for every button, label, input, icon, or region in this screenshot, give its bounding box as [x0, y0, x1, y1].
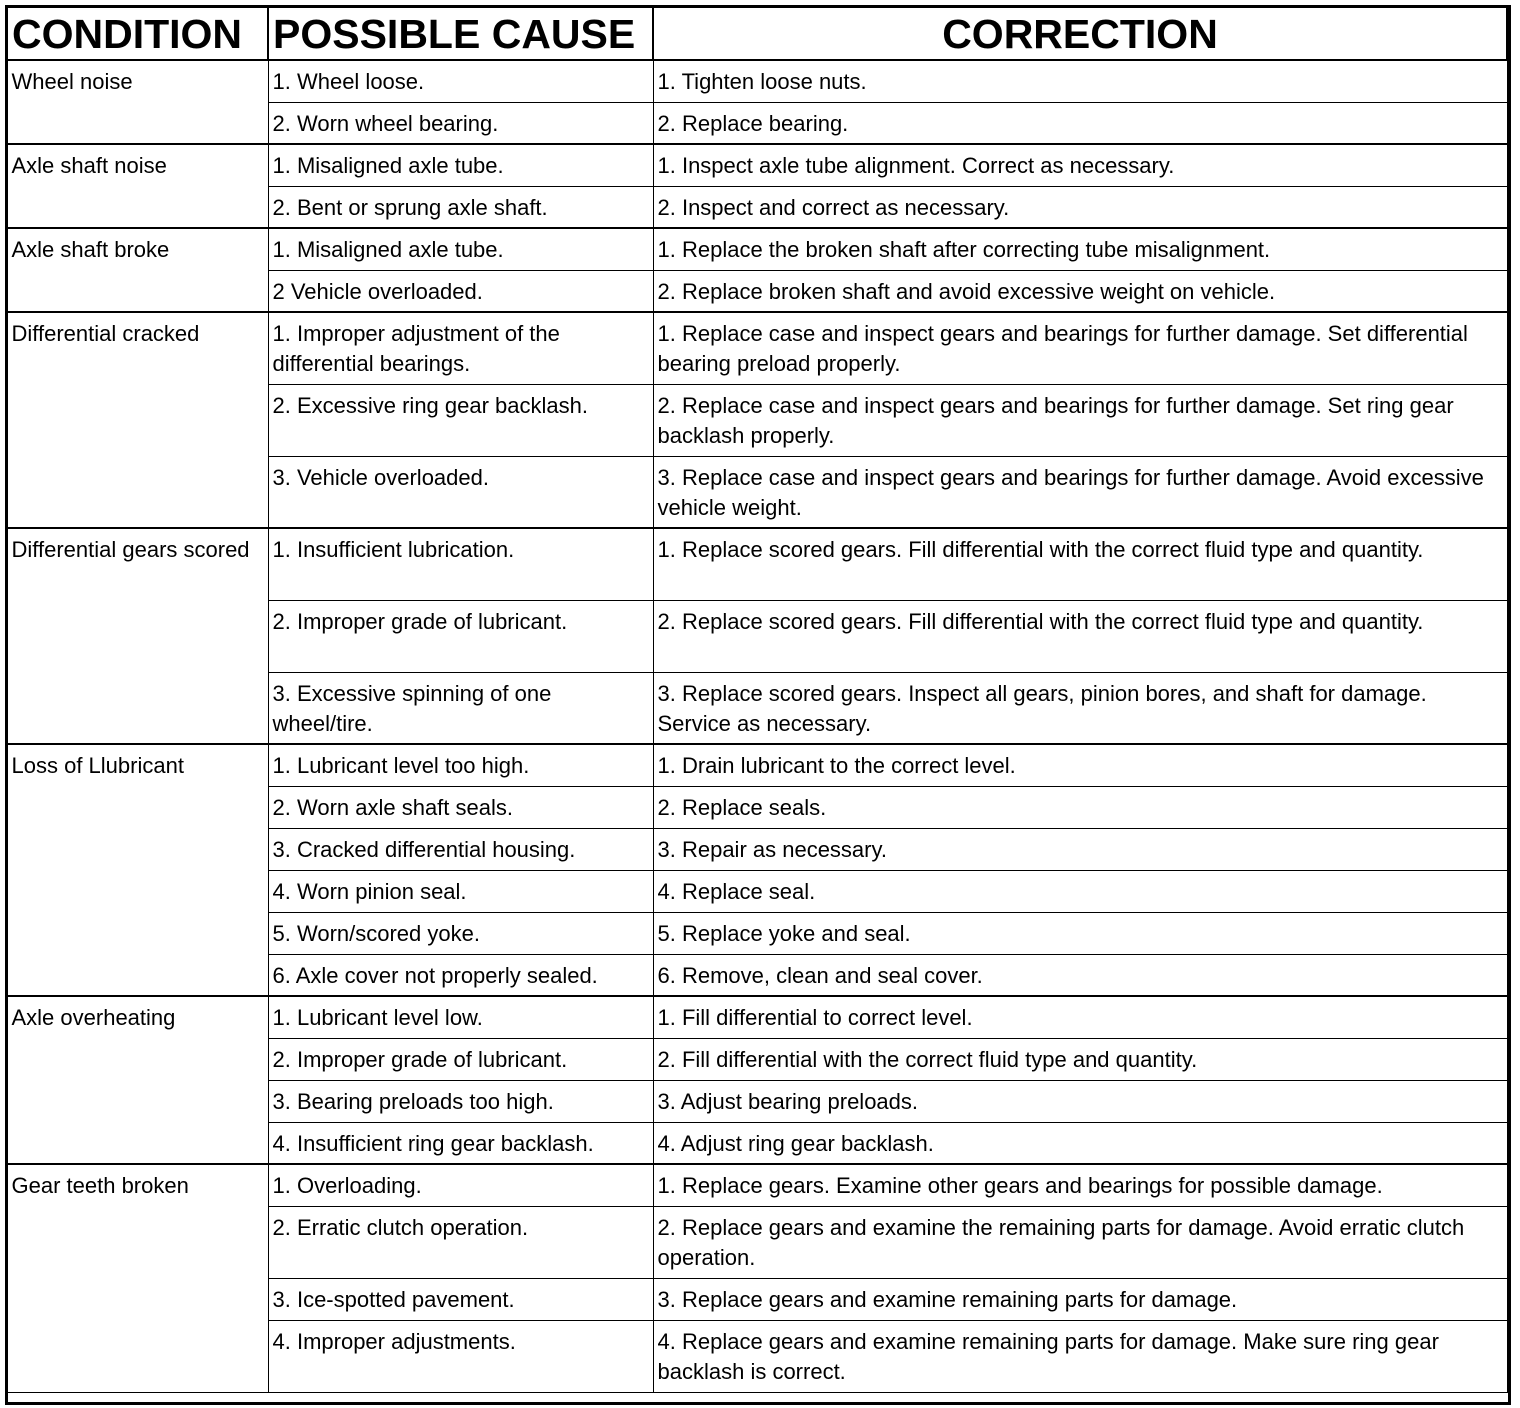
- header-condition: CONDITION: [7, 7, 268, 60]
- cause-cell: 2. Improper grade of lubricant.: [268, 600, 653, 672]
- table-row: [7, 312, 1507, 384]
- correction-cell: 1. Fill differential to correct level.: [653, 996, 1507, 1038]
- correction-cell: 3. Replace gears and examine remaining parts for damage.: [653, 1278, 1507, 1320]
- cause-cell: 4. Improper adjustments.: [268, 1320, 653, 1392]
- correction-cell: 4. Adjust ring gear backlash.: [653, 1122, 1507, 1164]
- table-row: [7, 528, 1507, 600]
- header-possible-cause: POSSIBLE CAUSE: [268, 7, 653, 60]
- correction-cell: 1. Replace the broken shaft after correcting tube misalignment.: [653, 228, 1507, 270]
- condition-cell: Wheel noise: [7, 60, 268, 144]
- table-row: [7, 1164, 1507, 1206]
- correction-cell: 2. Replace seals.: [653, 786, 1507, 828]
- cause-cell: 1. Insufficient lubrication.: [268, 528, 653, 600]
- cause-cell: 3. Bearing preloads too high.: [268, 1080, 653, 1122]
- cause-cell: 2. Bent or sprung axle shaft.: [268, 186, 653, 228]
- cause-cell: 4. Worn pinion seal.: [268, 870, 653, 912]
- correction-cell: 1. Tighten loose nuts.: [653, 60, 1507, 102]
- correction-cell: 2. Replace broken shaft and avoid excessive weight on vehicle.: [653, 270, 1507, 312]
- cause-cell: 1. Lubricant level too high.: [268, 744, 653, 786]
- correction-cell: 1. Replace gears. Examine other gears and bearings for possible damage.: [653, 1164, 1507, 1206]
- header-row: [7, 7, 1507, 60]
- cause-cell: 1. Misaligned axle tube.: [268, 228, 653, 270]
- cause-cell: 3. Ice-spotted pavement.: [268, 1278, 653, 1320]
- diagnosis-table: [6, 6, 1508, 1393]
- correction-cell: 4. Replace gears and examine remaining parts for damage. Make sure ring gear backlash is correct.: [653, 1320, 1507, 1392]
- header-correction: CORRECTION: [653, 7, 1507, 60]
- cause-cell: 4. Insufficient ring gear backlash.: [268, 1122, 653, 1164]
- table-row: [7, 996, 1507, 1038]
- condition-cell: Gear teeth broken: [7, 1164, 268, 1392]
- cause-cell: 2. Excessive ring gear backlash.: [268, 384, 653, 456]
- cause-cell: 1. Overloading.: [268, 1164, 653, 1206]
- cause-cell: 2. Worn wheel bearing.: [268, 102, 653, 144]
- correction-cell: 3. Replace scored gears. Inspect all gears, pinion bores, and shaft for damage. Service as necessary.: [653, 672, 1507, 744]
- cause-cell: 2. Improper grade of lubricant.: [268, 1038, 653, 1080]
- cause-cell: 1. Misaligned axle tube.: [268, 144, 653, 186]
- correction-cell: 3. Adjust bearing preloads.: [653, 1080, 1507, 1122]
- cause-cell: 5. Worn/scored yoke.: [268, 912, 653, 954]
- diagnosis-table-container: [6, 6, 1506, 1393]
- table-row: [7, 144, 1507, 186]
- correction-cell: 5. Replace yoke and seal.: [653, 912, 1507, 954]
- correction-cell: 1. Replace case and inspect gears and bearings for further damage. Set differential bearing preload properly.: [653, 312, 1507, 384]
- condition-cell: Axle shaft broke: [7, 228, 268, 312]
- correction-cell: 1. Replace scored gears. Fill differential with the correct fluid type and quantity.: [653, 528, 1507, 600]
- cause-cell: 3. Vehicle overloaded.: [268, 456, 653, 528]
- correction-cell: 4. Replace seal.: [653, 870, 1507, 912]
- cause-cell: 1. Lubricant level low.: [268, 996, 653, 1038]
- cause-cell: 3. Cracked differential housing.: [268, 828, 653, 870]
- table-row: [7, 60, 1507, 102]
- cause-cell: 1. Wheel loose.: [268, 60, 653, 102]
- table-body: [7, 60, 1507, 1392]
- condition-cell: Differential cracked: [7, 312, 268, 528]
- condition-cell: Axle overheating: [7, 996, 268, 1164]
- cause-cell: 6. Axle cover not properly sealed.: [268, 954, 653, 996]
- correction-cell: 6. Remove, clean and seal cover.: [653, 954, 1507, 996]
- correction-cell: 3. Replace case and inspect gears and bearings for further damage. Avoid excessive vehicle weight.: [653, 456, 1507, 528]
- cause-cell: 2 Vehicle overloaded.: [268, 270, 653, 312]
- correction-cell: 1. Drain lubricant to the correct level.: [653, 744, 1507, 786]
- correction-cell: 1. Inspect axle tube alignment. Correct as necessary.: [653, 144, 1507, 186]
- cause-cell: 2. Worn axle shaft seals.: [268, 786, 653, 828]
- correction-cell: 2. Replace gears and examine the remaining parts for damage. Avoid erratic clutch operation.: [653, 1206, 1507, 1278]
- correction-cell: 2. Replace scored gears. Fill differential with the correct fluid type and quantity.: [653, 600, 1507, 672]
- condition-cell: Axle shaft noise: [7, 144, 268, 228]
- correction-cell: 2. Replace bearing.: [653, 102, 1507, 144]
- cause-cell: 3. Excessive spinning of one wheel/tire.: [268, 672, 653, 744]
- cause-cell: 2. Erratic clutch operation.: [268, 1206, 653, 1278]
- condition-cell: Differential gears scored: [7, 528, 268, 744]
- correction-cell: 3. Repair as necessary.: [653, 828, 1507, 870]
- table-row: [7, 228, 1507, 270]
- correction-cell: 2. Inspect and correct as necessary.: [653, 186, 1507, 228]
- correction-cell: 2. Replace case and inspect gears and bearings for further damage. Set ring gear backlash properly.: [653, 384, 1507, 456]
- table-row: [7, 744, 1507, 786]
- correction-cell: 2. Fill differential with the correct fluid type and quantity.: [653, 1038, 1507, 1080]
- cause-cell: 1. Improper adjustment of the differential bearings.: [268, 312, 653, 384]
- condition-cell: Loss of Llubricant: [7, 744, 268, 996]
